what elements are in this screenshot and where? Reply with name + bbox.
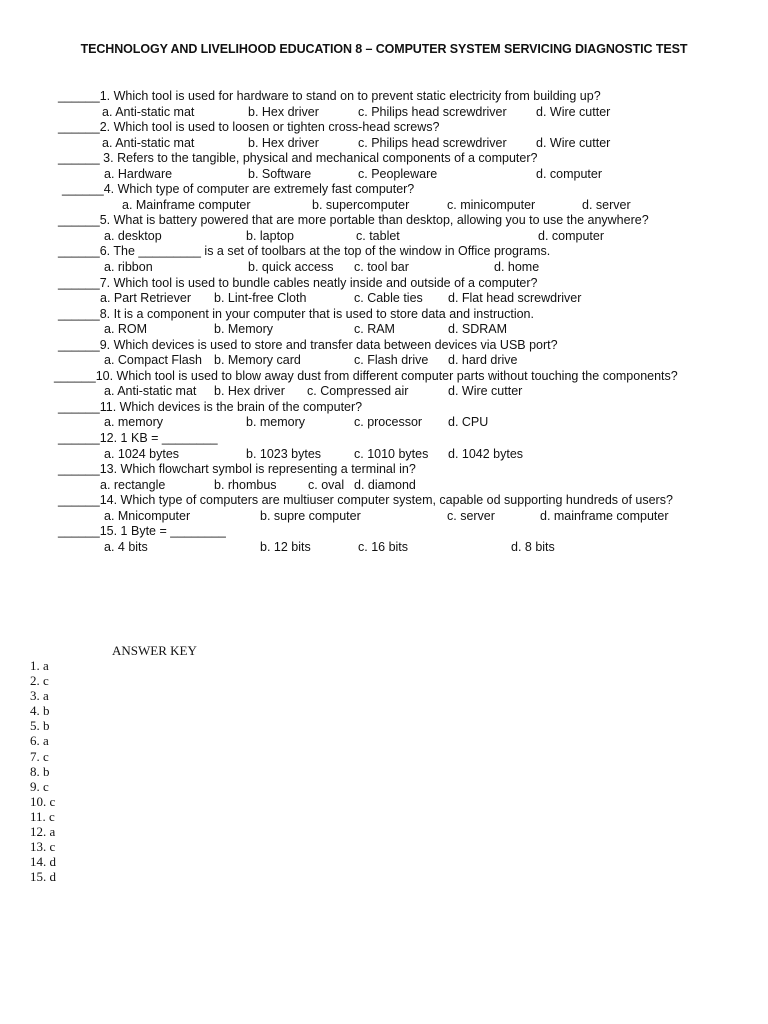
option-a: a. Anti-static mat bbox=[102, 104, 195, 119]
option-a: a. Mnicomputer bbox=[104, 508, 191, 523]
question-10-options bbox=[0, 384, 768, 400]
question-text: ______14. Which type of computers are multiuser computer system, capable od supporting hundreds of users? bbox=[58, 493, 673, 508]
question-2 bbox=[0, 120, 768, 136]
option-d: d. 1042 bytes bbox=[448, 446, 524, 461]
option-d: d. Flat head screwdriver bbox=[448, 291, 582, 306]
question-6-options bbox=[0, 260, 768, 276]
question-12-options bbox=[0, 447, 768, 463]
question-13 bbox=[0, 462, 768, 478]
answer-13: 13. c bbox=[30, 839, 56, 855]
option-d: d. home bbox=[494, 260, 540, 275]
option-d: d. SDRAM bbox=[448, 322, 508, 337]
answer-8: 8. b bbox=[30, 763, 50, 779]
option-b: b. supercomputer bbox=[312, 197, 410, 212]
question-text: ______15. 1 Byte = ________ bbox=[58, 524, 226, 539]
option-a: a. Anti-static mat bbox=[104, 384, 197, 399]
question-3-options bbox=[0, 167, 768, 183]
question-15-options bbox=[0, 540, 768, 556]
answer-14: 14. d bbox=[30, 854, 56, 870]
option-a: a. Compact Flash bbox=[104, 353, 202, 368]
option-b: b. 12 bits bbox=[260, 539, 311, 554]
option-a: a. Anti-static mat bbox=[102, 135, 195, 150]
question-text: ______1. Which tool is used for hardware to stand on to prevent static electricity from building up? bbox=[58, 89, 601, 103]
option-d: d. mainframe computer bbox=[540, 508, 669, 523]
option-d: d. Wire cutter bbox=[536, 104, 611, 119]
option-b: b. quick access bbox=[248, 260, 334, 275]
question-1 bbox=[0, 89, 768, 105]
option-b: b. laptop bbox=[246, 228, 294, 243]
option-a: a. ribbon bbox=[104, 260, 153, 275]
option-c: c. Flash drive bbox=[354, 353, 429, 368]
question-10 bbox=[0, 369, 768, 385]
question-8 bbox=[0, 307, 768, 323]
option-a: a. Part Retriever bbox=[100, 291, 192, 306]
option-c: c. tool bar bbox=[354, 260, 409, 275]
question-text: ______8. It is a component in your computer that is used to store data and instruction. bbox=[58, 306, 534, 321]
question-3 bbox=[0, 151, 768, 167]
option-b: b. Memory card bbox=[214, 353, 301, 368]
question-7 bbox=[0, 276, 768, 292]
option-c: c. Compressed air bbox=[307, 384, 409, 399]
option-b: b. Hex driver bbox=[214, 384, 285, 399]
option-a: a. rectangle bbox=[100, 477, 166, 492]
answer-10: 10. c bbox=[30, 793, 56, 809]
answer-11: 11. c bbox=[30, 808, 55, 824]
answer-15: 15. d bbox=[30, 869, 56, 885]
question-11 bbox=[0, 400, 768, 416]
question-text: ______4. Which type of computer are extremely fast computer? bbox=[62, 182, 415, 197]
quiz-questions bbox=[0, 89, 768, 555]
question-9 bbox=[0, 338, 768, 354]
option-d: d. computer bbox=[536, 166, 603, 181]
question-5-options bbox=[0, 229, 768, 245]
option-d: d. Wire cutter bbox=[536, 135, 611, 150]
question-6 bbox=[0, 244, 768, 260]
question-text: ______6. The _________ is a set of toolbars at the top of the window in Office programs. bbox=[58, 244, 551, 259]
option-d: d. hard drive bbox=[448, 353, 518, 368]
answer-4: 4. b bbox=[30, 703, 50, 719]
question-13-options bbox=[0, 478, 768, 494]
option-b: b. Lint-free Cloth bbox=[214, 291, 307, 306]
option-b: b. Hex driver bbox=[248, 104, 319, 119]
option-c: c. 1010 bytes bbox=[354, 446, 429, 461]
question-8-options bbox=[0, 322, 768, 338]
option-a: a. Hardware bbox=[104, 166, 173, 181]
question-text: ______ 3. Refers to the tangible, physical and mechanical components of a computer? bbox=[58, 151, 538, 166]
option-c: c. RAM bbox=[354, 322, 395, 337]
answer-3: 3. a bbox=[30, 688, 49, 704]
question-14-options bbox=[0, 509, 768, 525]
option-b: b. Memory bbox=[214, 322, 274, 337]
option-c: c. Peopleware bbox=[358, 166, 438, 181]
page-title: TECHNOLOGY AND LIVELIHOOD EDUCATION 8 – COMPUTER SYSTEM SERVICING DIAGNOSTIC TEST bbox=[80, 42, 688, 56]
option-a: a. 4 bits bbox=[104, 539, 148, 554]
option-c: c. tablet bbox=[356, 228, 400, 243]
answer-5: 5. b bbox=[30, 718, 50, 734]
answer-6: 6. a bbox=[30, 733, 49, 749]
question-4 bbox=[0, 182, 768, 198]
answer-1: 1. a bbox=[30, 658, 49, 673]
option-b: b. rhombus bbox=[214, 477, 277, 492]
answer-key-title: ANSWER KEY bbox=[112, 643, 197, 658]
question-4-options bbox=[0, 198, 768, 214]
option-d: d. diamond bbox=[354, 477, 416, 492]
question-text: ______10. Which tool is used to blow away dust from different computer parts without touching the components? bbox=[54, 368, 678, 383]
question-text: ______5. What is battery powered that are more portable than desktop, allowing you to use the anywhere? bbox=[58, 213, 649, 228]
question-text: ______11. Which devices is the brain of the computer? bbox=[58, 399, 363, 414]
question-14 bbox=[0, 493, 768, 509]
option-b: b. supre computer bbox=[260, 508, 361, 523]
question-2-options bbox=[0, 136, 768, 152]
option-a: a. 1024 bytes bbox=[104, 446, 180, 461]
question-text: ______7. Which tool is used to bundle cables neatly inside and outside of a computer? bbox=[58, 275, 538, 290]
option-c: c. processor bbox=[354, 415, 423, 430]
option-d: d. CPU bbox=[448, 415, 489, 430]
answer-7: 7. c bbox=[30, 748, 49, 764]
question-text: ______2. Which tool is used to loosen or tighten cross-head screws? bbox=[58, 120, 440, 135]
question-11-options bbox=[0, 415, 768, 431]
option-d: d. Wire cutter bbox=[448, 384, 523, 399]
option-c: c. Cable ties bbox=[354, 291, 423, 306]
option-c: c. Philips head screwdriver bbox=[358, 135, 507, 150]
question-7-options bbox=[0, 291, 768, 307]
answer-2: 2. c bbox=[30, 673, 49, 689]
option-a: a. desktop bbox=[104, 228, 162, 243]
option-d: d. 8 bits bbox=[511, 539, 555, 554]
option-a: a. memory bbox=[104, 415, 164, 430]
option-c: c. server bbox=[447, 508, 495, 523]
option-c: c. oval bbox=[308, 477, 345, 492]
question-9-options bbox=[0, 353, 768, 369]
option-b: b. 1023 bytes bbox=[246, 446, 322, 461]
question-5 bbox=[0, 213, 768, 229]
option-a: a. Mainframe computer bbox=[122, 197, 251, 212]
question-15 bbox=[0, 524, 768, 540]
question-12 bbox=[0, 431, 768, 447]
answer-key-list bbox=[30, 658, 56, 884]
option-d: d. server bbox=[582, 197, 631, 212]
option-b: b. Hex driver bbox=[248, 135, 319, 150]
answer-9: 9. c bbox=[30, 778, 49, 794]
question-text: ______9. Which devices is used to store and transfer data between devices via USB port? bbox=[58, 337, 558, 352]
answer-12: 12. a bbox=[30, 824, 56, 840]
option-c: c. 16 bits bbox=[358, 539, 409, 554]
option-b: b. memory bbox=[246, 415, 306, 430]
question-text: ______13. Which flowchart symbol is representing a terminal in? bbox=[58, 462, 416, 477]
question-text: ______12. 1 KB = ________ bbox=[58, 431, 218, 446]
option-c: c. minicomputer bbox=[447, 197, 536, 212]
option-d: d. computer bbox=[538, 228, 605, 243]
option-c: c. Philips head screwdriver bbox=[358, 104, 507, 119]
option-a: a. ROM bbox=[104, 322, 148, 337]
option-b: b. Software bbox=[248, 166, 312, 181]
question-1-options bbox=[0, 105, 768, 121]
